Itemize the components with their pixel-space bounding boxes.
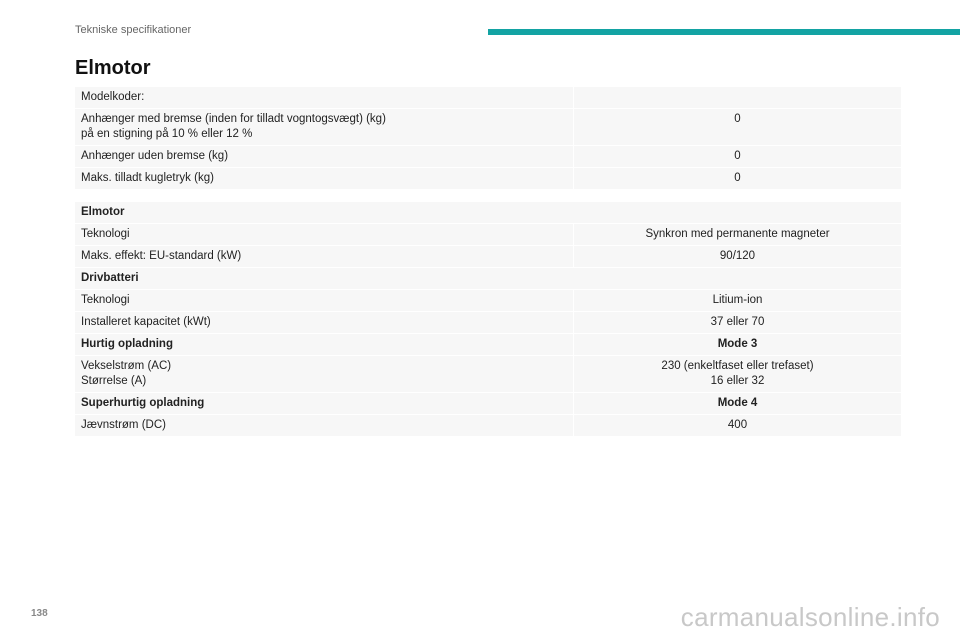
section-header-row xyxy=(75,393,902,415)
spec-value: 0 xyxy=(574,168,902,190)
spec-value: 0 xyxy=(574,146,902,168)
table-row xyxy=(75,356,902,393)
section-header-superhurtig-opladning: Superhurtig opladning xyxy=(75,393,574,415)
spec-value: Synkron med permanente magneter xyxy=(574,224,902,246)
spec-label: Modelkoder: xyxy=(75,87,574,109)
spec-value: 37 eller 70 xyxy=(574,312,902,334)
page-number: 138 xyxy=(31,608,48,619)
section-header-hurtig-opladning: Hurtig opladning xyxy=(75,334,574,356)
section-header-row xyxy=(75,268,902,290)
table-row xyxy=(75,87,902,109)
watermark: carmanualsonline.info xyxy=(680,602,940,632)
table-row xyxy=(75,312,902,334)
spec-label: Teknologi xyxy=(75,290,574,312)
spec-label: Anhænger uden bremse (kg) xyxy=(75,146,574,168)
table-row xyxy=(75,415,902,437)
spec-label: Maks. tilladt kugletryk (kg) xyxy=(75,168,574,190)
spec-label: Jævnstrøm (DC) xyxy=(75,415,574,437)
spec-label: Anhænger med bremse (inden for tilladt vogntogsvægt) (kg) på en stigning på 10 % eller 12 % xyxy=(75,109,574,146)
section-header-drivbatteri: Drivbatteri xyxy=(75,268,902,290)
table-row xyxy=(75,168,902,190)
section-header-row xyxy=(75,202,902,224)
trailer-spec-table xyxy=(74,86,902,190)
page-title: Elmotor xyxy=(75,57,151,79)
spec-value: 400 xyxy=(574,415,902,437)
spec-value: 90/120 xyxy=(574,246,902,268)
table-row xyxy=(75,246,902,268)
spec-label: Vekselstrøm (AC) Størrelse (A) xyxy=(75,356,574,393)
section-header-elmotor: Elmotor xyxy=(75,202,902,224)
table-row xyxy=(75,146,902,168)
section-header-mode4: Mode 4 xyxy=(574,393,902,415)
spec-value: Litium-ion xyxy=(574,290,902,312)
section-header-title: Tekniske specifikationer xyxy=(75,24,192,36)
section-header-row xyxy=(75,334,902,356)
table-row xyxy=(75,290,902,312)
section-header-accent-bar xyxy=(488,29,960,35)
table-row xyxy=(75,224,902,246)
spec-value xyxy=(574,87,902,109)
spec-label: Teknologi xyxy=(75,224,574,246)
spec-label: Installeret kapacitet (kWt) xyxy=(75,312,574,334)
spec-value: 0 xyxy=(574,109,902,146)
spec-value: 230 (enkeltfaset eller trefaset) 16 eller 32 xyxy=(574,356,902,393)
section-header-mode3: Mode 3 xyxy=(574,334,902,356)
table-row xyxy=(75,109,902,146)
motor-battery-spec-table xyxy=(74,201,902,437)
spec-label: Maks. effekt: EU-standard (kW) xyxy=(75,246,574,268)
